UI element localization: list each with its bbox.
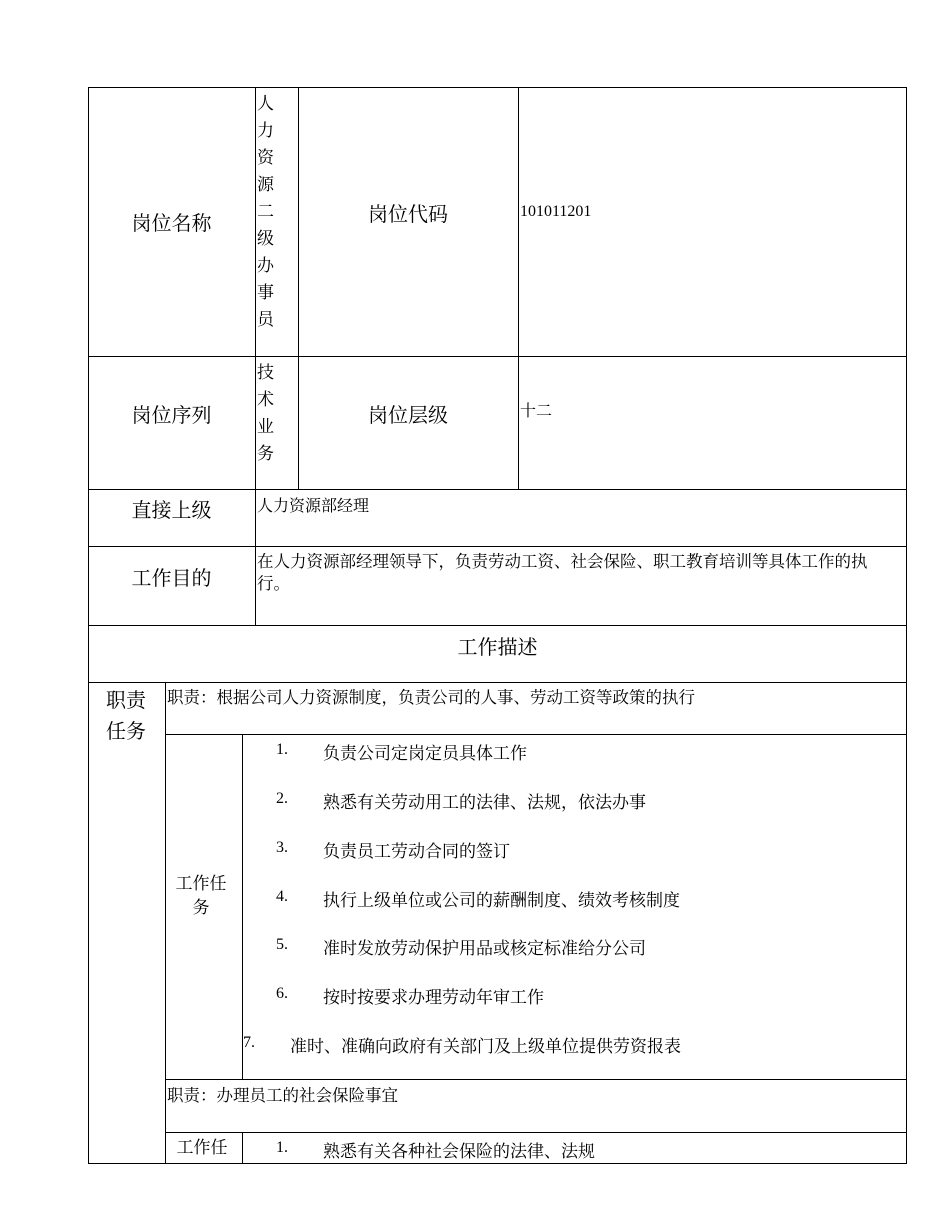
duty-title: 职责：根据公司人力资源制度，负责公司的人事、劳动工资等政策的执行 <box>167 688 695 707</box>
position-name-label: 岗位名称 <box>131 213 212 235</box>
col-divider <box>242 734 243 1079</box>
task-number: 1. <box>276 1139 288 1156</box>
task-number: 6. <box>276 985 288 1002</box>
task-text: 按时按要求办理劳动年审工作 <box>323 988 544 1007</box>
work-tasks-label: 工作任务 <box>175 874 227 917</box>
job-description-header: 工作描述 <box>457 636 538 659</box>
col-divider <box>242 1132 243 1164</box>
task-text: 准时、准确向政府有关部门及上级单位提供劳资报表 <box>290 1037 681 1056</box>
task-text: 负责员工劳动合同的签订 <box>323 842 510 861</box>
task-number: 1. <box>276 741 288 758</box>
task-number: 3. <box>276 839 288 856</box>
duty-title: 职责：办理员工的社会保险事宜 <box>167 1086 398 1105</box>
task-text: 执行上级单位或公司的薪酬制度、绩效考核制度 <box>323 891 680 910</box>
position-code-value: 101011201 <box>520 203 592 220</box>
task-text: 熟悉有关各种社会保险的法律、法规 <box>323 1142 595 1161</box>
direct-superior-label: 直接上级 <box>131 499 212 522</box>
row-divider <box>165 1132 907 1133</box>
position-level-label: 岗位层级 <box>368 404 448 427</box>
task-number: 2. <box>276 790 288 807</box>
col-divider <box>518 87 519 489</box>
work-tasks-label-partial: 工作任 <box>176 1138 228 1157</box>
row-divider <box>88 682 907 683</box>
job-purpose-value: 在人力资源部经理领导下，负责劳动工资、社会保险、职工教育培训等具体工作的执行。 <box>257 552 868 593</box>
position-sequence-value: 技术业务 <box>257 363 274 463</box>
task-text: 熟悉有关劳动用工的法律、法规，依法办事 <box>323 793 646 812</box>
task-number: 4. <box>276 888 288 905</box>
task-number: 5. <box>276 936 288 953</box>
position-level-value: 十二 <box>520 403 553 420</box>
position-code-label: 岗位代码 <box>368 204 448 226</box>
task-text: 负责公司定岗定员具体工作 <box>323 744 527 763</box>
task-text: 准时发放劳动保护用品或核定标准给分公司 <box>323 939 646 958</box>
task-number: 7. <box>243 1034 255 1051</box>
position-sequence-label: 岗位序列 <box>131 404 212 427</box>
row-divider <box>165 1079 907 1080</box>
direct-superior-value: 人力资源部经理 <box>257 498 370 515</box>
row-divider <box>165 734 907 735</box>
position-name-value: 人力资源二级办事员 <box>257 94 274 329</box>
responsibilities-label: 职责任务 <box>106 690 146 743</box>
job-purpose-label: 工作目的 <box>131 567 212 590</box>
